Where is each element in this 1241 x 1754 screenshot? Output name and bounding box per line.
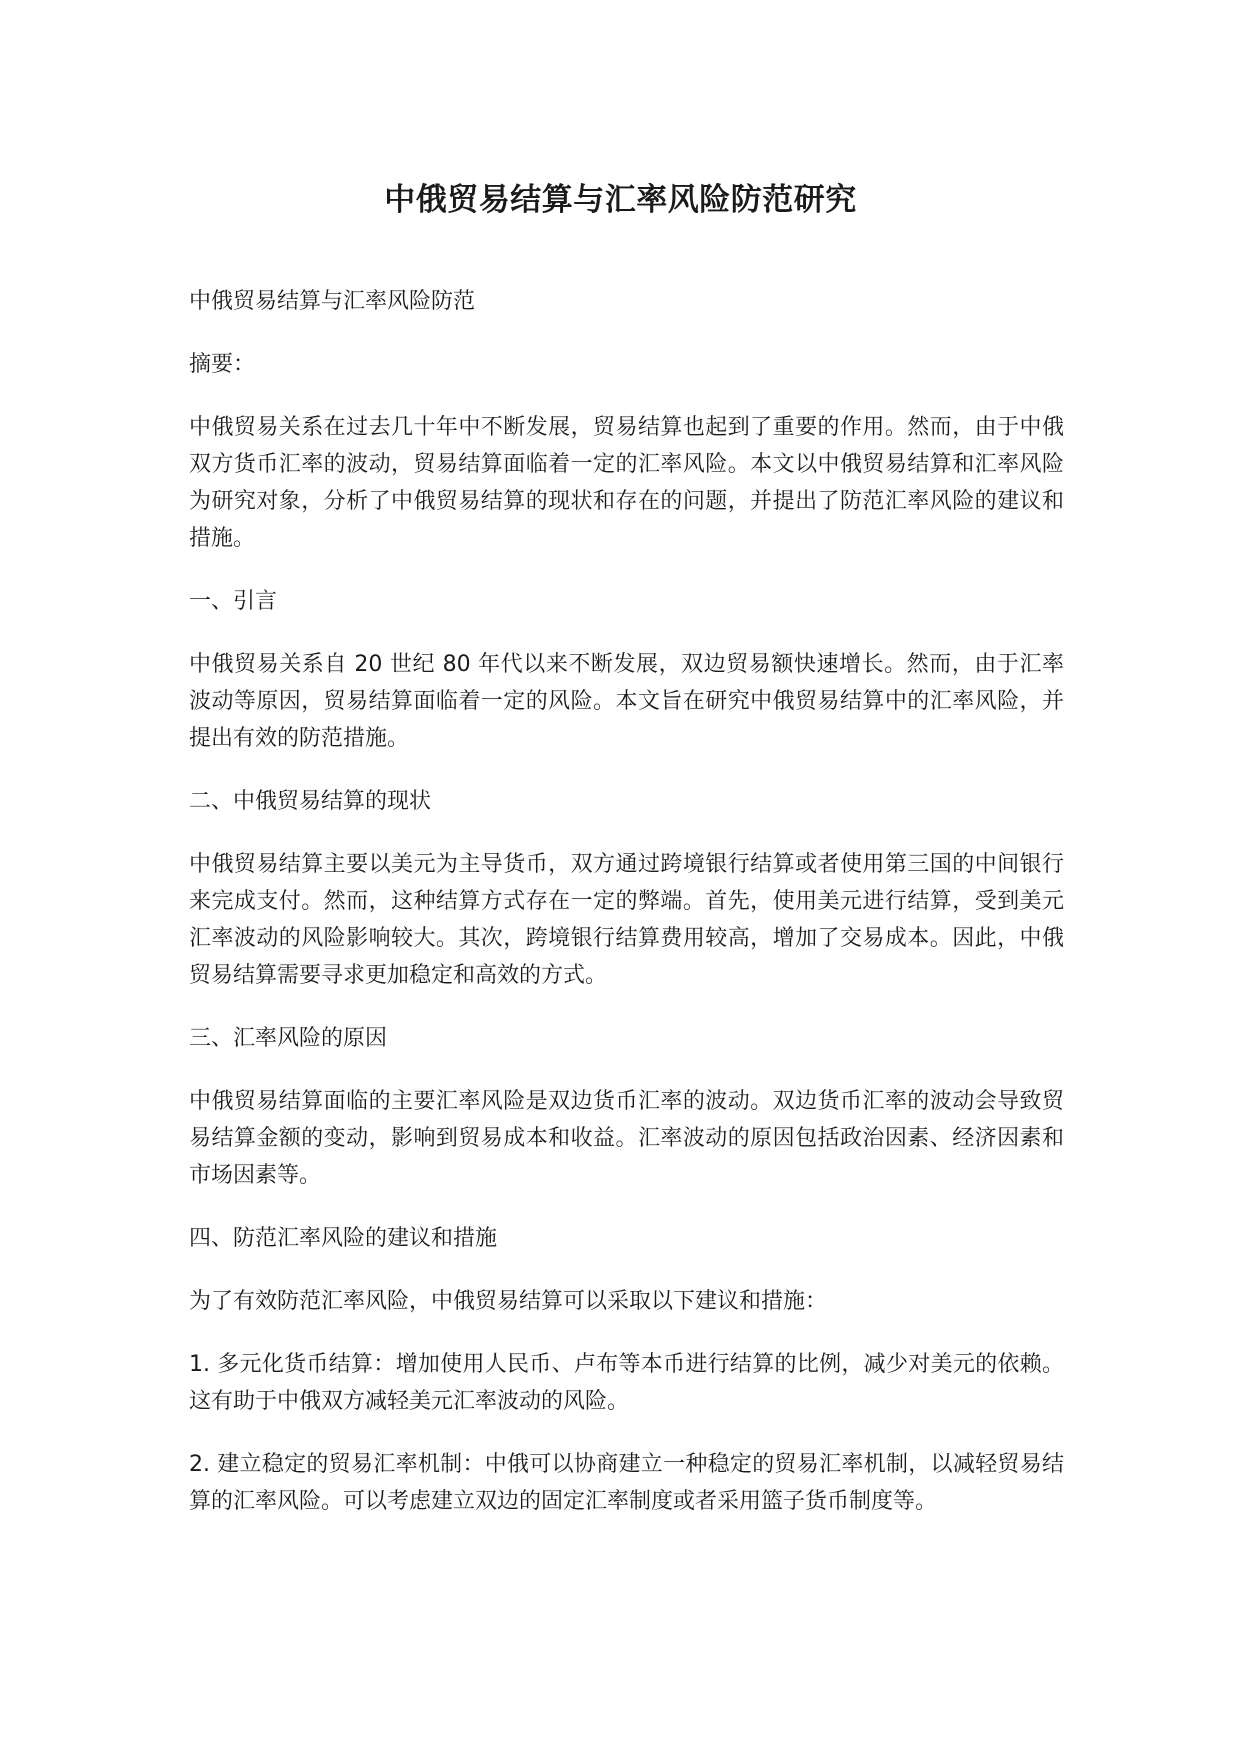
document-title: 中俄贸易结算与汇率风险防范研究 [384, 182, 857, 218]
document-body [189, 283, 1064, 1546]
section-heading-current-status: 二、中俄贸易结算的现状 [189, 789, 432, 814]
subtitle-paragraph: 中俄贸易结算与汇率风险防范 [189, 289, 476, 314]
section-heading-introduction: 一、引言 [189, 589, 278, 614]
section-heading-risk-causes: 三、汇率风险的原因 [189, 1026, 388, 1051]
abstract-paragraph: 中俄贸易关系在过去几十年中不断发展，贸易结算也起到了重要的作用。然而，由于中俄双方货币汇率的波动，贸易结算面临着一定的汇率风险。本文以中俄贸易结算和汇率风险为研究对象，分析了中俄贸易结算的现状和存在的问题，并提出了防范汇率风险的建议和措施。 [189, 415, 1064, 551]
measure-item-2: 2. 建立稳定的贸易汇率机制：中俄可以协商建立一种稳定的贸易汇率机制，以减轻贸易结算的汇率风险。可以考虑建立双边的固定汇率制度或者采用篮子货币制度等。 [189, 1452, 1064, 1514]
introduction-paragraph: 中俄贸易关系自 20 世纪 80 年代以来不断发展，双边贸易额快速增长。然而，由于汇率波动等原因，贸易结算面临着一定的风险。本文旨在研究中俄贸易结算中的汇率风险，并提出有效的防范措施。 [189, 652, 1064, 751]
measure-item-1: 1. 多元化货币结算：增加使用人民币、卢布等本币进行结算的比例，减少对美元的依赖。这有助于中俄双方减轻美元汇率波动的风险。 [189, 1352, 1064, 1414]
abstract-label: 摘要： [189, 352, 256, 377]
section-heading-measures: 四、防范汇率风险的建议和措施 [189, 1226, 498, 1251]
measures-intro-paragraph: 为了有效防范汇率风险，中俄贸易结算可以采取以下建议和措施： [189, 1289, 828, 1314]
risk-causes-paragraph: 中俄贸易结算面临的主要汇率风险是双边货币汇率的波动。双边货币汇率的波动会导致贸易结算金额的变动，影响到贸易成本和收益。汇率波动的原因包括政治因素、经济因素和市场因素等。 [189, 1089, 1064, 1188]
current-status-paragraph: 中俄贸易结算主要以美元为主导货币，双方通过跨境银行结算或者使用第三国的中间银行来完成支付。然而，这种结算方式存在一定的弊端。首先，使用美元进行结算，受到美元汇率波动的风险影响较大。其次，跨境银行结算费用较高，增加了交易成本。因此，中俄贸易结算需要寻求更加稳定和高效的方式。 [189, 852, 1064, 988]
